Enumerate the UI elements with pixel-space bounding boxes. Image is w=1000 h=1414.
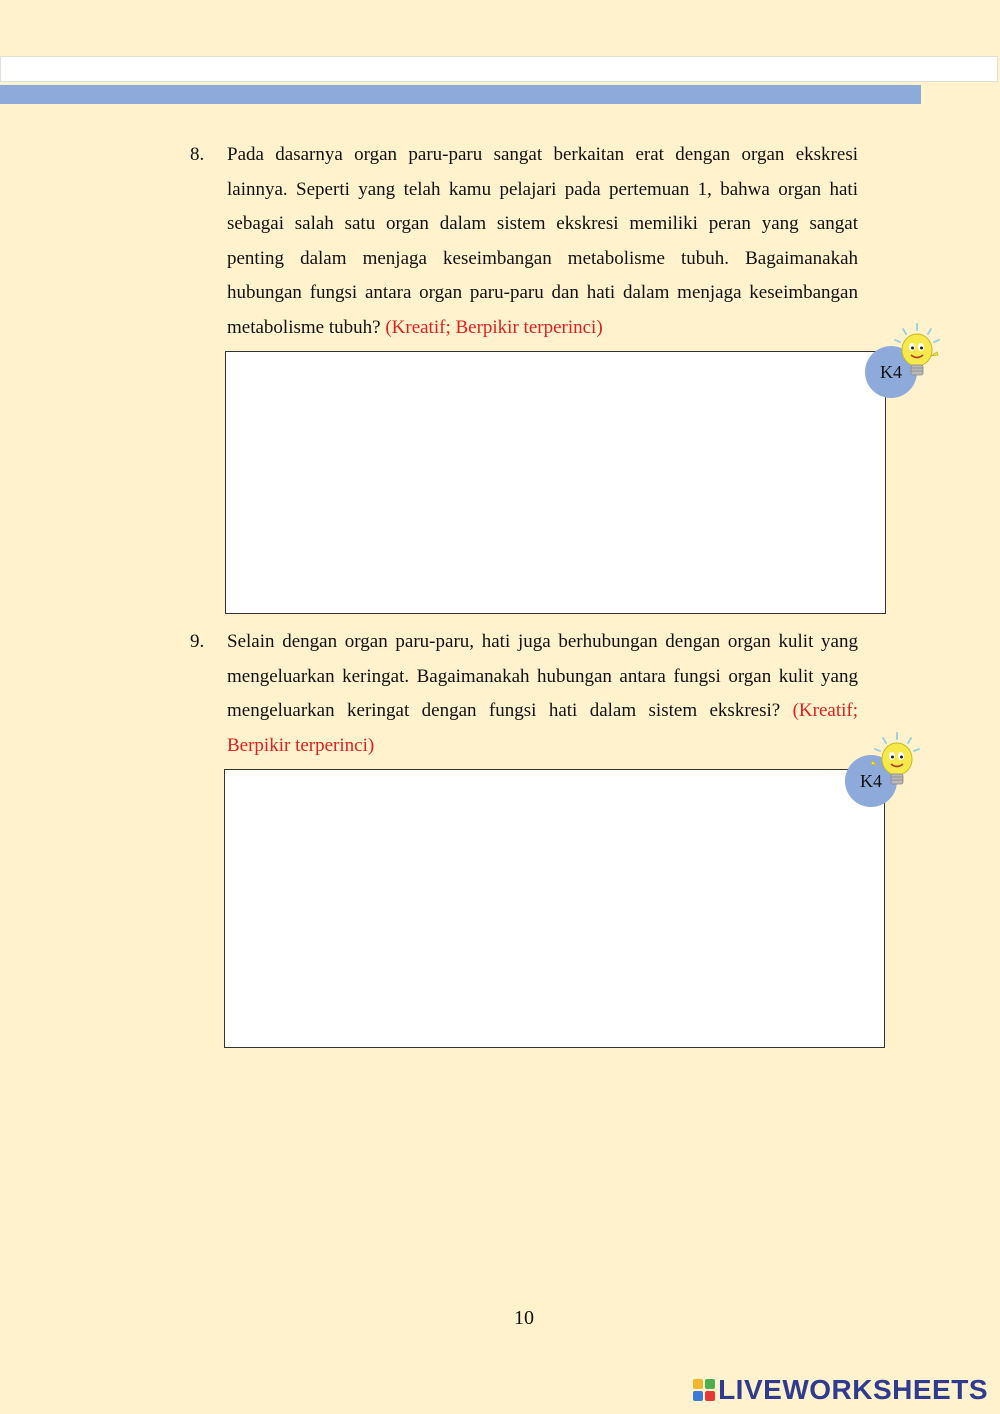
liveworksheets-logo-icon: [693, 1379, 715, 1401]
question-9: [190, 625, 858, 763]
skill-tag: (Kreatif; Berpikir terperinci): [227, 700, 859, 756]
question-text: [227, 625, 858, 763]
question-body: Pada dasarnya organ paru-paru sangat berkaitan erat dengan organ ekskresi lainnya. Seperti yang telah kamu pelajari pada pertemuan 1, bahwa organ hati sebagai salah satu organ dalam sistem ekskresi memiliki peran yang sangat penting dalam menjaga keseimbangan metabolisme tubuh. Bagaimanakah hubungan fungsi antara organ paru-paru dan hati dalam menjaga keseimbangan metabolisme tubuh?: [227, 144, 858, 338]
answer-box-9[interactable]: [224, 769, 885, 1048]
liveworksheets-logo[interactable]: [693, 1373, 988, 1407]
header-white-band: [0, 56, 998, 82]
question-body: Selain dengan organ paru-paru, hati juga berhubungan dengan organ kulit yang mengeluarkan keringat. Bagaimanakah hubungan antara fungsi organ kulit yang mengeluarkan keringat dengan fungsi hati dalam sistem ekskresi?: [227, 631, 858, 722]
question-text: [227, 138, 858, 346]
answer-box-8[interactable]: [225, 351, 886, 614]
header-blue-band: [0, 85, 921, 104]
badge-label: K4: [880, 362, 902, 382]
skill-tag: (Kreatif; Berpikir terperinci): [385, 316, 603, 338]
question-8: [190, 138, 858, 346]
k4-badge: [865, 322, 945, 402]
badge-label: K4: [860, 771, 882, 791]
k4-badge: [845, 731, 925, 811]
logo-text: LIVEWORKSHEETS: [718, 1374, 988, 1405]
question-number: 8.: [190, 144, 205, 165]
page-number: 10: [514, 1307, 534, 1329]
question-number: 9.: [190, 631, 205, 652]
